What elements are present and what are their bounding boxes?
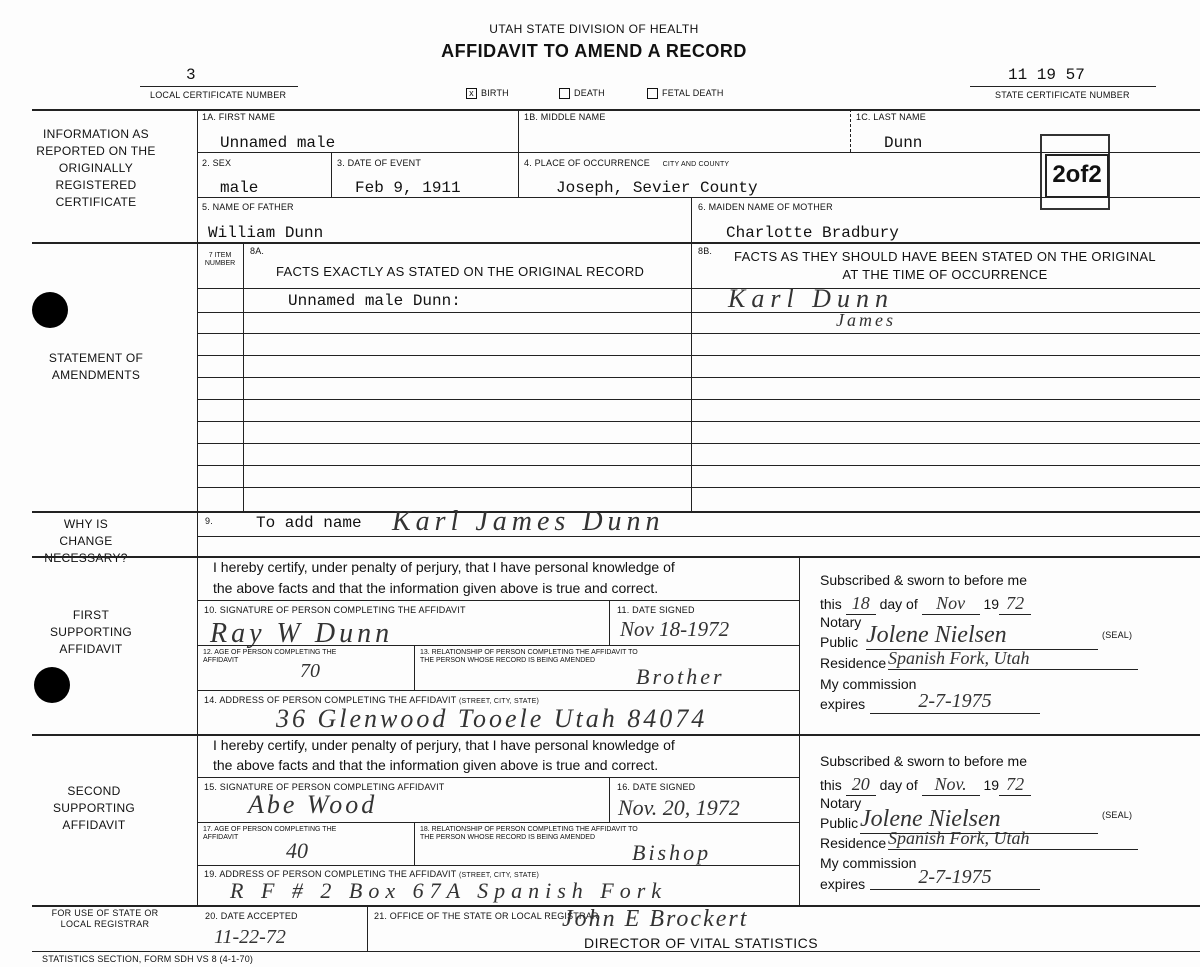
- second-sworn: Subscribed & sworn to before me: [820, 753, 1027, 769]
- first-age-label: 12. AGE OF PERSON COMPLETING THE AFFIDAVIT: [203, 649, 337, 664]
- first-certify-1: I hereby certify, under penalty of perjury, that I have personal knowledge of: [213, 559, 675, 575]
- second-notary-label: Notary: [820, 795, 862, 811]
- place-value: Joseph, Sevier County: [556, 179, 758, 197]
- date-of-event-value: Feb 9, 1911: [355, 179, 461, 197]
- why-handwritten: Karl James Dunn: [392, 506, 665, 537]
- first-notary-label: Notary: [820, 614, 862, 630]
- second-rel-label: 18. RELATIONSHIP OF PERSON COMPLETING THE AFFIDAVIT TO THE PERSON WHOSE RECORD IS BEING AMENDED: [420, 826, 638, 841]
- second-certify-2: the above facts and that the information given above is true and correct.: [213, 757, 659, 773]
- second-addr-label: 19. ADDRESS OF PERSON COMPLETING THE AFFIDAVIT (STREET, CITY, STATE): [204, 869, 540, 879]
- second-signature: Abe Wood: [248, 790, 378, 819]
- last-name-label: 1C. LAST NAME: [856, 112, 926, 122]
- second-sig-label: 15. SIGNATURE OF PERSON COMPLETING AFFIDAVIT: [204, 782, 445, 792]
- first-expires: 2-7-1975: [870, 690, 1040, 714]
- original-info-label: INFORMATION AS REPORTED ON THE ORIGINALLY REGISTERED CERTIFICATE: [36, 127, 156, 209]
- state-cert-label: STATE CERTIFICATE NUMBER: [995, 90, 1130, 100]
- local-cert-value: 3: [186, 66, 196, 84]
- registrar-office-label: 21. OFFICE OF THE STATE OR LOCAL REGISTRAR: [374, 911, 599, 921]
- date-of-event-label: 3. DATE OF EVENT: [337, 158, 422, 168]
- first-seal: (SEAL): [1102, 630, 1133, 640]
- col-8b-num: 8B.: [698, 246, 713, 256]
- state-cert-value: 11 19 57: [1008, 66, 1085, 84]
- first-relationship: Brother: [636, 664, 725, 689]
- second-certify-1: I hereby certify, under penalty of perjury, that I have personal knowledge of: [213, 737, 675, 753]
- second-age-label: 17. AGE OF PERSON COMPLETING THE AFFIDAVIT: [203, 826, 337, 841]
- local-cert-label: LOCAL CERTIFICATE NUMBER: [150, 90, 287, 100]
- first-residence: Spanish Fork, Utah: [888, 648, 1138, 670]
- birth-checked-box: x: [466, 88, 477, 99]
- first-notary-signature: Jolene Nielsen: [866, 622, 1098, 650]
- second-expires-label: expires: [820, 876, 866, 892]
- first-sig-label: 10. SIGNATURE OF PERSON COMPLETING THE AFFIDAVIT: [204, 605, 466, 615]
- checkbox-death: DEATH: [559, 88, 605, 99]
- checkbox-birth: x BIRTH: [466, 88, 509, 99]
- page-stamp: 2of2: [1040, 134, 1110, 210]
- second-sworn-date: this 20 day of Nov. 19 72: [820, 774, 1031, 796]
- second-date-label: 16. DATE SIGNED: [617, 782, 696, 792]
- why-text: To add name: [256, 514, 362, 532]
- first-expires-label: expires: [820, 696, 866, 712]
- first-sworn-date: this 18 day of Nov 19 72: [820, 593, 1031, 615]
- second-expires: 2-7-1975: [870, 866, 1040, 890]
- first-certify-2: the above facts and that the information given above is true and correct.: [213, 580, 659, 596]
- item-number-label: 7 ITEM NUMBER: [204, 252, 236, 267]
- last-name-value: Dunn: [884, 134, 923, 152]
- mother-label: 6. MAIDEN NAME OF MOTHER: [698, 202, 833, 212]
- director-label: DIRECTOR OF VITAL STATISTICS: [584, 935, 819, 951]
- second-relationship: Bishop: [632, 840, 712, 865]
- col-8a-header: FACTS EXACTLY AS STATED ON THE ORIGINAL RECORD: [276, 264, 645, 279]
- mother-value: Charlotte Bradbury: [726, 224, 899, 242]
- first-rel-label: 13. RELATIONSHIP OF PERSON COMPLETING THE AFFIDAVIT TO THE PERSON WHOSE RECORD IS BEING AMENDED: [420, 649, 638, 664]
- first-sworn: Subscribed & sworn to before me: [820, 572, 1027, 588]
- amendments-label: STATEMENT OF AMENDMENTS: [48, 351, 144, 382]
- father-label: 5. NAME OF FATHER: [202, 202, 294, 212]
- second-affidavit-label: SECOND SUPPORTING AFFIDAVIT: [52, 784, 136, 832]
- first-affidavit-label: FIRST SUPPORTING AFFIDAVIT: [49, 608, 133, 656]
- why-num: 9.: [205, 516, 213, 526]
- first-age: 70: [300, 660, 320, 682]
- first-date-label: 11. DATE SIGNED: [617, 605, 695, 615]
- punch-hole-top: [32, 292, 68, 328]
- second-public-label: Public: [820, 815, 859, 831]
- first-address: 36 Glenwood Tooele Utah 84074: [276, 704, 708, 733]
- second-residence: Spanish Fork, Utah: [888, 828, 1138, 850]
- place-label: 4. PLACE OF OCCURRENCE CITY AND COUNTY: [524, 158, 730, 168]
- form-code: STATISTICS SECTION, FORM SDH VS 8 (4-1-70): [42, 954, 254, 964]
- amend-row1-corrected: Karl Dunn: [728, 284, 894, 313]
- second-commission-label: My commission: [820, 855, 917, 871]
- why-label: WHY IS CHANGE NECESSARY?: [44, 517, 128, 565]
- col-8b-header: FACTS AS THEY SHOULD HAVE BEEN STATED ON THE ORIGINAL AT THE TIME OF OCCURRENCE: [734, 249, 1156, 282]
- second-notary-signature: Jolene Nielsen: [860, 806, 1098, 834]
- second-seal: (SEAL): [1102, 810, 1133, 820]
- first-signature: Ray W Dunn: [210, 618, 394, 649]
- punch-hole-bottom: [34, 667, 70, 703]
- form-title: AFFIDAVIT TO AMEND A RECORD: [441, 41, 747, 61]
- second-date-signed: Nov. 20, 1972: [618, 795, 740, 820]
- amend-row1-original: Unnamed male Dunn:: [288, 292, 461, 310]
- checkbox-fetal-death: FETAL DEATH: [647, 88, 724, 99]
- first-residence-label: Residence: [820, 655, 887, 671]
- first-date-signed: Nov 18-1972: [620, 617, 730, 641]
- first-name-value: Unnamed male: [220, 134, 336, 152]
- first-name-label: 1A. FIRST NAME: [202, 112, 276, 122]
- first-addr-label: 14. ADDRESS OF PERSON COMPLETING THE AFFIDAVIT (STREET, CITY, STATE): [204, 695, 540, 705]
- first-commission-label: My commission: [820, 676, 917, 692]
- second-address: R F # 2 Box 67A Spanish Fork: [230, 878, 668, 903]
- amend-row1-insert: James: [836, 310, 896, 330]
- date-accepted: 11-22-72: [214, 926, 286, 948]
- second-age: 40: [286, 838, 308, 863]
- middle-name-label: 1B. MIDDLE NAME: [524, 112, 606, 122]
- second-residence-label: Residence: [820, 835, 887, 851]
- col-8a-num: 8A.: [250, 246, 265, 256]
- date-accepted-label: 20. DATE ACCEPTED: [205, 911, 298, 921]
- sex-value: male: [220, 179, 259, 197]
- registrar-signature: John E Brockert: [562, 906, 749, 932]
- first-public-label: Public: [820, 634, 859, 650]
- sex-label: 2. SEX: [202, 158, 232, 168]
- father-value: William Dunn: [208, 224, 324, 242]
- registrar-use-label: FOR USE OF STATE OR LOCAL REGISTRAR: [51, 908, 159, 929]
- division-title: UTAH STATE DIVISION OF HEALTH: [489, 22, 699, 36]
